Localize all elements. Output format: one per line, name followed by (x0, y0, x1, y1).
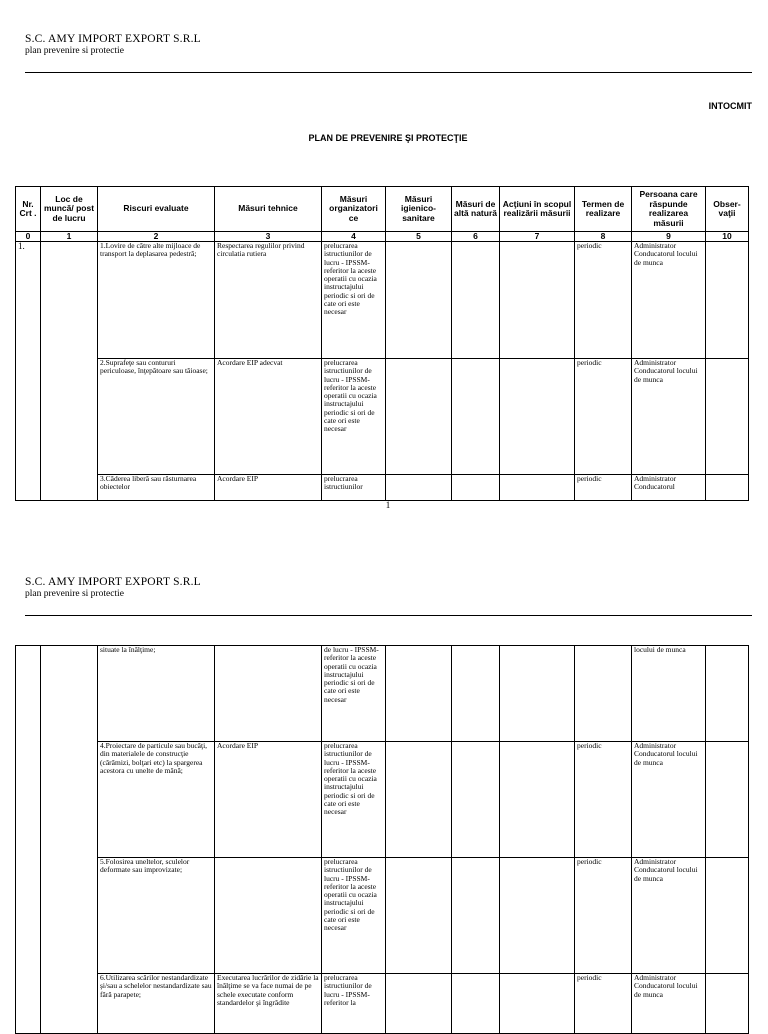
deadline-cell: periodic (575, 242, 632, 359)
deadline-cell: periodic (575, 742, 632, 858)
col-header-nr: Nr. Crt . (16, 187, 41, 232)
responsible-cell: Administrator Conducatorul locului de munca (632, 742, 706, 858)
col-header-workplace: Loc de muncă/ post de lucru (41, 187, 98, 232)
organizational-cell: prelucrarea istructiunilor de lucru - IPSSM- referitor la aceste operatii cu ocazia instructajului periodic si ori de cate ori este necesar (322, 359, 386, 475)
plan-title: PLAN DE PREVENIRE ŞI PROTECŢIE (308, 133, 468, 143)
deadline-cell: periodic (575, 974, 632, 1034)
other-cell (452, 742, 500, 858)
technical-cell: Acordare EIP (215, 742, 322, 858)
col-header-risks: Riscuri evaluate (98, 187, 215, 232)
col-index: 4 (322, 232, 386, 242)
other-cell (452, 974, 500, 1034)
organizational-cell: prelucrarea istructiunilor de lucru - IPSSM- referitor la aceste operatii cu ocazia instructajului periodic si ori de cate ori este necesar (322, 858, 386, 974)
col-index: 5 (386, 232, 452, 242)
col-index: 2 (98, 232, 215, 242)
actions-cell (500, 858, 575, 974)
col-header-other: Măsuri de altă natură (452, 187, 500, 232)
risk-cell: 3.Căderea liberă sau răsturnarea obiectelor (98, 475, 215, 501)
col-index: 10 (706, 232, 749, 242)
responsible-cell: locului de munca (632, 646, 706, 742)
hygiene-cell (386, 974, 452, 1034)
deadline-cell: periodic (575, 359, 632, 475)
responsible-cell: Administrator Conducatorul locului de munca (632, 858, 706, 974)
responsible-cell: Administrator Conducatorul locului de munca (632, 359, 706, 475)
col-header-hygiene: Măsuri igienico-sanitare (386, 187, 452, 232)
risk-cell: 5.Folosirea uneltelor, sculelor deformate sau improvizate; (98, 858, 215, 974)
col-header-organizational: Măsuri organizatori ce (322, 187, 386, 232)
deadline-cell: periodic (575, 475, 632, 501)
technical-cell: Acordare EIP (215, 475, 322, 501)
col-index: 9 (632, 232, 706, 242)
organizational-cell: prelucrarea istructiunilor de lucru - IPSSM- referitor la aceste operatii cu ocazia instructajului periodic si ori de cate ori este necesar (322, 742, 386, 858)
company-name: S.C. AMY IMPORT EXPORT S.R.L (25, 33, 201, 45)
hygiene-cell (386, 742, 452, 858)
col-index: 1 (41, 232, 98, 242)
risk-cell: 6.Utilizarea scărilor nestandardizate şi/sau a schelelor nestandardizate sau fără parapete; (98, 974, 215, 1034)
technical-cell: Acordare EIP adecvat (215, 359, 322, 475)
deadline-cell: periodic (575, 858, 632, 974)
notes-cell (706, 646, 749, 742)
technical-cell: Respectarea regulilor privind circulatia rutiera (215, 242, 322, 359)
table-row (16, 742, 749, 858)
table-row (16, 974, 749, 1034)
risk-cell: 4.Proiectare de particule sau bucăţi, din materialele de construcţie (cărămizi, bolţari etc) la spargerea acestora cu unelte de mână; (98, 742, 215, 858)
plan-table-page-2 (15, 645, 749, 1034)
responsible-cell: Administrator Conducatorul (632, 475, 706, 501)
document-subtitle: plan prevenire si protectie (25, 589, 124, 599)
hygiene-cell (386, 858, 452, 974)
notes-cell (706, 858, 749, 974)
intocmit-label: INTOCMIT (708, 101, 752, 111)
col-index: 3 (215, 232, 322, 242)
responsible-cell: Administrator Conducatorul locului de munca (632, 242, 706, 359)
table-row (16, 858, 749, 974)
company-name: S.C. AMY IMPORT EXPORT S.R.L (25, 576, 201, 588)
notes-cell (706, 974, 749, 1034)
technical-cell (215, 646, 322, 742)
organizational-cell: prelucrarea istructiunilor (322, 475, 386, 501)
col-header-actions: Acţiuni în scopul realizării măsurii (500, 187, 575, 232)
deadline-cell (575, 646, 632, 742)
table-row (16, 646, 749, 742)
row-number (16, 646, 41, 1034)
actions-cell (500, 974, 575, 1034)
organizational-cell: prelucrarea istructiunilor de lucru - IPSSM- referitor la (322, 974, 386, 1034)
technical-cell (215, 858, 322, 974)
hygiene-cell (386, 646, 452, 742)
actions-cell (500, 646, 575, 742)
workplace-cell (41, 646, 98, 1034)
other-cell (452, 858, 500, 974)
col-header-technical: Măsuri tehnice (215, 187, 322, 232)
organizational-cell: prelucrarea istructiunilor de lucru - IPSSM- referitor la aceste operatii cu ocazia instructajului periodic si ori de cate ori este necesar (322, 242, 386, 359)
col-index: 0 (16, 232, 41, 242)
page-number: 1 (385, 500, 391, 510)
col-index: 7 (500, 232, 575, 242)
document-subtitle: plan prevenire si protectie (25, 46, 124, 56)
header-divider (25, 615, 752, 616)
responsible-cell: Administrator Conducatorul locului de munca (632, 974, 706, 1034)
col-index: 6 (452, 232, 500, 242)
col-header-notes: Obser-vaţii (706, 187, 749, 232)
col-header-responsible: Persoana care răspunde realizarea măsurii (632, 187, 706, 232)
risk-cell: situate la înălţime; (98, 646, 215, 742)
technical-cell: Executarea lucrărilor de zidărie la înălţime se va face numai de pe schele executate conform standardelor şi îngrădite (215, 974, 322, 1034)
col-header-deadline: Termen de realizare (575, 187, 632, 232)
other-cell (452, 646, 500, 742)
actions-cell (500, 742, 575, 858)
risk-cell: 2.Suprafeţe sau contururi periculoase, înţepătoare sau tăioase; (98, 359, 215, 475)
organizational-cell: de lucru - IPSSM- referitor la aceste operatii cu ocazia instructajului periodic si ori de cate ori este necesar (322, 646, 386, 742)
notes-cell (706, 742, 749, 858)
col-index: 8 (575, 232, 632, 242)
risk-cell: 1.Lovire de către alte mijloace de transport la deplasarea pedestră; (98, 242, 215, 359)
row-number: 1. (16, 242, 41, 501)
